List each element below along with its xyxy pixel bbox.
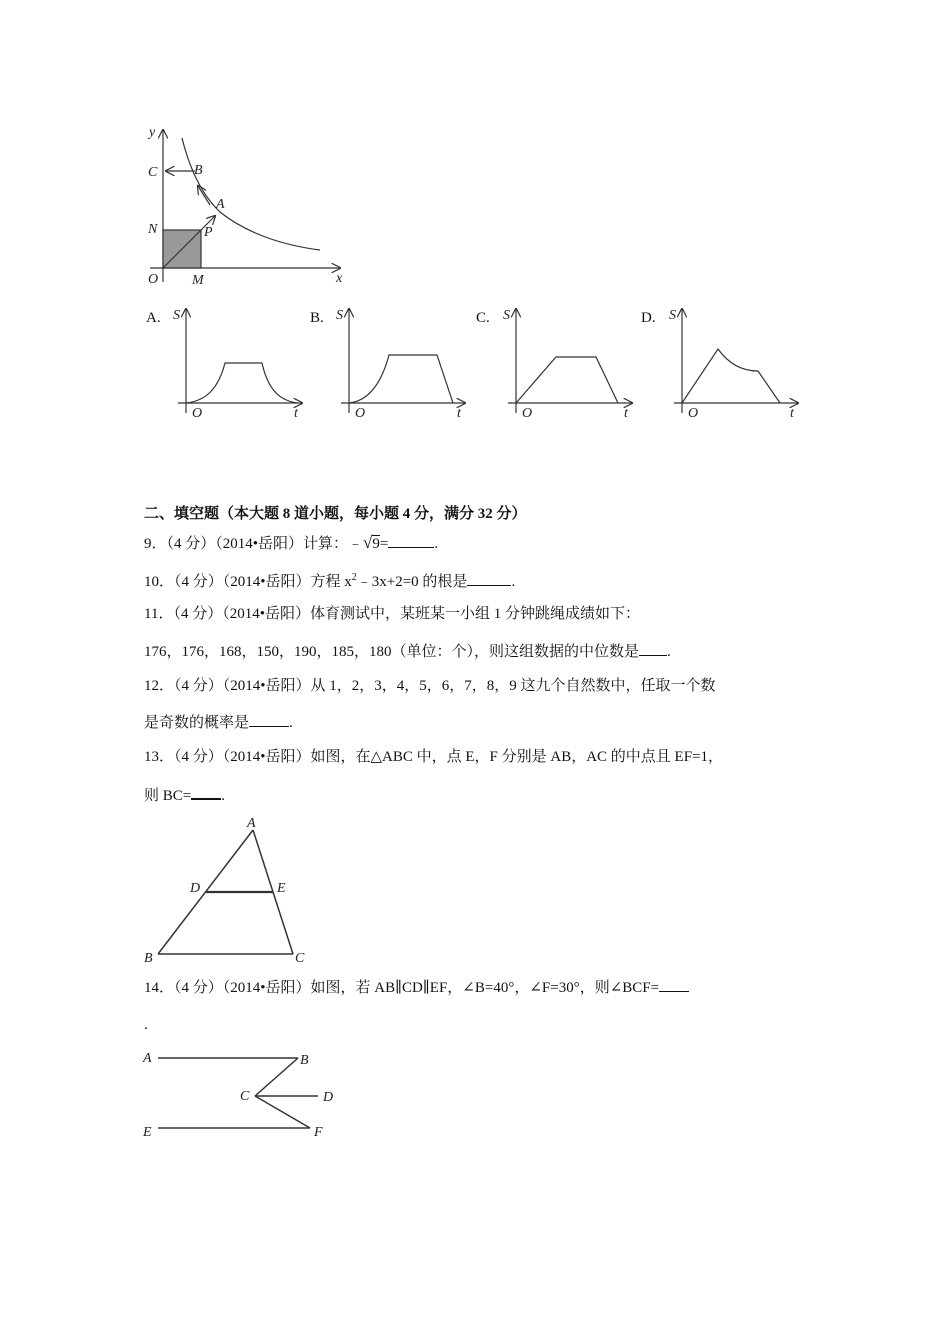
option-c-s: S	[503, 308, 510, 323]
option-c-t: t	[624, 406, 628, 420]
option-b-graph	[333, 305, 473, 420]
option-d-s: S	[669, 308, 676, 323]
question-9	[144, 533, 438, 554]
curve-arrow	[198, 186, 210, 205]
top-figure	[140, 120, 355, 290]
question-12-line2	[144, 712, 293, 733]
sqrt-symbol: √	[363, 533, 373, 552]
label-m: M	[192, 273, 204, 288]
q14-line1-text: 14．（4 分）（2014•岳阳）如图，若 AB∥CD∥EF，∠B=40°，∠F=30°，则∠BCF=	[144, 980, 660, 996]
question-14-line2: .	[144, 1017, 148, 1033]
option-a-letter: A.	[146, 310, 161, 326]
option-a-o: O	[192, 406, 203, 420]
option-d-o: O	[688, 406, 699, 420]
option-b-letter: B.	[310, 310, 324, 326]
q9-end: .	[434, 536, 439, 552]
par-label-d: D	[323, 1090, 334, 1105]
q10-prefix: 10．（4 分）（2014•岳阳）方程 x	[144, 574, 352, 590]
option-b-t: t	[457, 406, 461, 420]
label-a: A	[216, 197, 225, 212]
q12-line2-text: 是奇数的概率是	[144, 715, 250, 731]
option-b-s: S	[336, 308, 343, 323]
q10-sup: 2	[351, 572, 357, 583]
line-cf	[255, 1096, 310, 1128]
q12-blank[interactable]	[249, 712, 289, 727]
parallel-figure	[138, 1040, 358, 1150]
q10-blank[interactable]	[467, 571, 511, 586]
question-13-line2	[144, 784, 225, 806]
q9-eq: =	[379, 536, 389, 552]
par-label-b: B	[300, 1053, 309, 1068]
tri-label-a: A	[247, 816, 256, 831]
section-heading: 二、填空题（本大题 8 道小题，每小题 4 分，满分 32 分）	[144, 506, 527, 522]
par-label-e: E	[143, 1125, 152, 1140]
par-label-c: C	[240, 1089, 250, 1104]
par-label-a: A	[143, 1051, 152, 1066]
label-c: C	[148, 165, 158, 180]
option-a-curve	[186, 363, 298, 403]
label-o: O	[148, 272, 159, 287]
option-a-s: S	[173, 308, 180, 323]
option-d-t: t	[790, 406, 794, 420]
tri-label-b: B	[144, 951, 153, 966]
q11-line2-text: 176，176，168，150，190，185，180（单位：个），则这组数据的中位数是	[144, 644, 640, 660]
q9-blank[interactable]	[388, 533, 434, 548]
option-c-curve	[516, 357, 618, 403]
line-bc	[255, 1058, 298, 1096]
option-d-letter: D.	[641, 310, 656, 326]
q10-rest: ﹣3x+2=0 的根是	[356, 574, 468, 590]
q9-radicand: 9	[372, 536, 380, 552]
q14-blank[interactable]	[659, 977, 689, 992]
tri-label-d: D	[190, 881, 201, 896]
q12-end: .	[289, 715, 293, 731]
question-13-line1: 13．（4 分）（2014•岳阳）如图，在△ABC 中，点 E，F 分别是 AB，AC 的中点且 EF=1，	[144, 749, 724, 765]
par-label-f: F	[314, 1125, 323, 1140]
tri-label-c: C	[295, 951, 305, 966]
option-b-curve	[349, 355, 453, 403]
option-a-graph	[170, 305, 310, 420]
label-p: P	[204, 225, 213, 240]
label-b: B	[194, 163, 203, 178]
question-10	[144, 568, 515, 592]
triangle-figure	[138, 812, 318, 972]
q10-end: .	[511, 574, 516, 590]
q9-prefix: 9．（4 分）（2014•岳阳）计算：﹣	[144, 536, 364, 552]
option-a-t: t	[294, 406, 298, 420]
question-14-line1	[144, 977, 689, 998]
option-d-curve	[682, 349, 780, 403]
option-b-o: O	[355, 406, 366, 420]
option-c-letter: C.	[476, 310, 490, 326]
question-11-line1: 11．（4 分）（2014•岳阳）体育测试中，某班某一小组 1 分钟跳绳成绩如下：	[144, 606, 640, 622]
q11-blank[interactable]	[639, 641, 667, 656]
question-11-line2	[144, 641, 671, 662]
label-x: x	[336, 271, 343, 286]
q11-end: .	[667, 644, 671, 660]
label-y: y	[149, 125, 156, 140]
label-n: N	[148, 222, 158, 237]
option-d-graph	[666, 305, 806, 420]
option-c-o: O	[522, 406, 533, 420]
question-12-line1: 12．（4 分）（2014•岳阳）从 1，2，3，4，5，6，7，8，9 这九个自然数中，任取一个数	[144, 678, 716, 694]
q13-end: .	[221, 788, 225, 804]
q13-line2-text: 则 BC=	[144, 788, 192, 804]
q13-blank[interactable]	[191, 784, 221, 800]
tri-label-e: E	[277, 881, 286, 896]
option-c-graph	[500, 305, 640, 420]
